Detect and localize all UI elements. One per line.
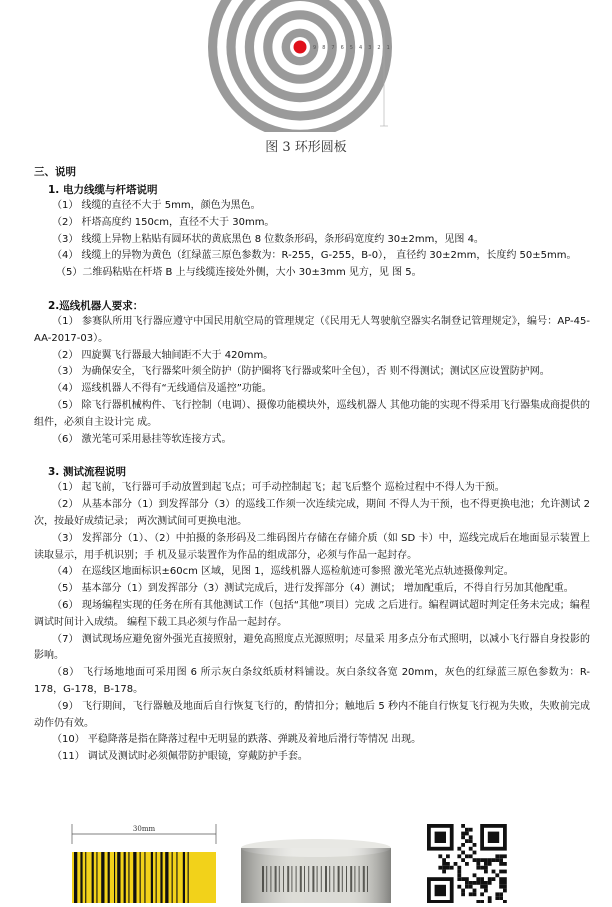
qr-module: [499, 854, 503, 858]
qr-module: [438, 866, 442, 870]
paragraph: （7） 测试现场应避免窗外强光直接照射，避免高照度点光源照明；尽量采 用多点分布式照明，以减小飞行器自身投影的影响。: [34, 633, 590, 662]
paragraph: （6） 激光笔可采用悬挂等软连接方式。: [52, 433, 232, 445]
paragraph: （3） 发挥部分（1）、（2）中拍摄的条形码及二维码图片存储在存储介质（如 SD 卡）中，巡线完成后在地面显示装置上读取显示，用手机识别；手 机及显示装置作为作品的组成部分，必须与作品一起封存。: [34, 532, 590, 561]
qr-module: [469, 881, 473, 885]
qr-module: [457, 866, 461, 870]
barcode-bar: [188, 852, 189, 903]
barcode-bar: [172, 852, 173, 903]
qr-module: [461, 877, 465, 881]
qr-code-icon: [423, 822, 511, 903]
qr-module: [484, 881, 488, 885]
qr-module: [503, 870, 507, 874]
qr-module: [499, 896, 503, 900]
barcode-bar: [101, 852, 104, 903]
subsection-title-process: 3. 测试流程说明: [48, 466, 126, 479]
qr-finder-core: [488, 832, 499, 843]
qr-module: [476, 866, 480, 870]
qr-module: [469, 854, 473, 858]
qr-module: [457, 854, 461, 858]
qr-module: [461, 835, 465, 839]
qr-module: [446, 862, 450, 866]
qr-module: [480, 881, 484, 885]
qr-module: [469, 885, 473, 889]
qr-module: [465, 828, 469, 832]
barcode-bar: [74, 852, 77, 903]
barcode-bar: [144, 852, 145, 903]
barcode-bar: [80, 852, 82, 903]
barcode-bar: [160, 852, 162, 903]
qr-module: [473, 889, 477, 893]
qr-module: [492, 858, 496, 862]
qr-module: [473, 851, 477, 855]
ring-number: 9: [313, 45, 317, 51]
qr-module: [454, 862, 458, 866]
qr-module: [469, 839, 473, 843]
qr-module: [446, 866, 450, 870]
bullseye: [294, 41, 307, 54]
qr-module: [442, 858, 446, 862]
qr-module: [480, 858, 484, 862]
qr-module: [473, 892, 477, 896]
paragraph: （9） 飞行期间，飞行器触及地面后自行恢复飞行的，酌情扣分；触地后 5 秒内不能自行恢复飞行视为失败，失败前完成动作仍有效。: [34, 700, 590, 729]
paragraph: （4） 线缆上的异物为黄色（红绿蓝三原色参数为：R-255，G-255，B-0）， 直径约 30±2mm，长度约 50±5mm。: [52, 250, 577, 262]
barcode-bar: [183, 852, 185, 903]
qr-module: [461, 892, 465, 896]
qr-module: [461, 843, 465, 847]
qr-module: [473, 881, 477, 885]
barcode-bar: [128, 852, 129, 903]
qr-module: [476, 858, 480, 862]
qr-module: [465, 839, 469, 843]
qr-module: [465, 832, 469, 836]
section-title: 三、说明: [34, 166, 76, 178]
qr-module: [465, 854, 469, 858]
qr-module: [503, 854, 507, 858]
barcode-bar: [96, 852, 97, 903]
paragraph: （10） 平稳降落是指在降落过程中无明显的跌落、弹跳及着地后滑行等情况 出现。: [52, 734, 422, 746]
qr-module: [442, 870, 446, 874]
barcode-bar: [124, 852, 126, 903]
qr-module: [469, 828, 473, 832]
paragraph: （5） 基本部分（1）到发挥部分（3）测试完成后，进行发挥部分（4）测试； 增加配重后，不得自行另加其他配重。: [52, 583, 574, 595]
ring-number: 4: [359, 45, 363, 51]
barcode-dimension-label: 30mm: [132, 825, 156, 833]
paragraph: （5）二维码粘贴在杆塔 B 上与线缆连接处外侧，大小 30±3mm 见方，见 图 5。: [56, 267, 422, 279]
qr-module: [480, 877, 484, 881]
qr-module: [495, 892, 499, 896]
ring-number: 8: [322, 45, 326, 51]
qr-module: [450, 866, 454, 870]
qr-module: [476, 862, 480, 866]
qr-module: [438, 854, 442, 858]
qr-module: [461, 851, 465, 855]
barcode-bar: [92, 852, 94, 903]
qr-module: [473, 843, 477, 847]
qr-module: [465, 862, 469, 866]
barcode-dimension: [72, 824, 216, 844]
qr-module: [499, 858, 503, 862]
qr-module: [484, 889, 488, 893]
qr-module: [461, 832, 465, 836]
barcode-bar: [176, 852, 177, 903]
qr-module: [469, 835, 473, 839]
qr-module: [499, 877, 503, 881]
bottom-figures: [0, 822, 612, 903]
paragraph: （2） 从基本部分（1）到发挥部分（3）的巡线工作须一次连续完成，期间 不得人为干预，也不得更换电池；允许测试 2 次，按最好成绩记录； 两次测试间可更换电池。: [34, 499, 590, 527]
paragraph: （6） 现场编程实现的任务在所有其他测试工作（包括“其他”项目）完成 之后进行。编程调试超时判定任务未完成；编程调试时间计入成绩。 编程下载工具必须与作品一起封存。: [34, 599, 590, 628]
ring-number: 2: [377, 45, 381, 51]
qr-module: [499, 892, 503, 896]
qr-finder-core: [435, 832, 446, 843]
ring-target-graphic: [0, 0, 612, 132]
qr-module: [499, 862, 503, 866]
striped-roll-icon: [241, 839, 391, 903]
qr-module: [499, 885, 503, 889]
barcode-bar: [108, 852, 110, 903]
qr-module: [469, 892, 473, 896]
qr-module: [446, 854, 450, 858]
qr-module: [484, 870, 488, 874]
qr-module: [503, 862, 507, 866]
qr-module: [488, 877, 492, 881]
qr-module: [461, 889, 465, 893]
qr-module: [480, 866, 484, 870]
qr-module: [495, 896, 499, 900]
barcode-bar: [114, 852, 115, 903]
qr-module: [503, 877, 507, 881]
qr-module: [442, 866, 446, 870]
paragraph: （2） 杆塔高度约 150cm，直径不大于 30mm。: [52, 216, 275, 228]
ring-number: 3: [368, 45, 372, 51]
paragraph: （3） 为确保安全，飞行器桨叶须全防护（防护圈将飞行器或桨叶全包），否 则不得测试；测试区应设置防护网。: [52, 366, 550, 378]
ring-number: 1: [386, 45, 390, 51]
qr-module: [461, 824, 465, 828]
qr-module: [473, 873, 477, 877]
paragraph: （1） 起飞前，飞行器可手动放置到起飞点；可手动控制起飞；起飞后整个 巡检过程中不得人为干预。: [52, 482, 505, 494]
paragraph: （8） 飞行场地地面可采用图 6 所示灰白条纹纸质材料铺设。灰白条纹各宽 20mm，灰色的红绿蓝三原色参数为：R-178，G-178，B-178。: [34, 667, 590, 695]
qr-module: [488, 881, 492, 885]
paragraph: （3） 线缆上异物上粘贴有圆环状的黄底黑色 8 位数条形码，条形码宽度约 30±2mm，见图 4。: [52, 233, 484, 245]
paragraph: （4） 巡线机器人不得有“无线通信及遥控”功能。: [52, 383, 272, 395]
paragraph: （5） 除飞行器机械构件、飞行控制（电调）、摄像功能模块外，巡线机器人 其他功能的实现不得采用飞行器集成商提供的组件，必须自主设计完 成。: [34, 399, 590, 428]
subsection-title-robot: 2.巡线机器人要求：: [48, 299, 144, 312]
qr-module: [484, 885, 488, 889]
qr-module: [503, 881, 507, 885]
paragraph: （11） 调试及测试时必须佩带防护眼镜，穿戴防护手套。: [52, 751, 308, 763]
qr-module: [495, 854, 499, 858]
qr-module: [457, 847, 461, 851]
ring-number: 5: [349, 45, 353, 51]
subsection-title-cables: 1. 电力线缆与杆塔说明: [48, 184, 158, 196]
ring-target-figure: [0, 0, 612, 132]
qr-module: [473, 858, 477, 862]
qr-module: [503, 885, 507, 889]
qr-module: [499, 870, 503, 874]
figure-caption: 图 3 环形圆板: [265, 140, 347, 155]
barcode-bar: [156, 852, 157, 903]
qr-module: [495, 858, 499, 862]
qr-module: [465, 877, 469, 881]
qr-module: [503, 889, 507, 893]
qr-module: [469, 847, 473, 851]
barcode-bar: [165, 852, 168, 903]
qr-module: [465, 885, 469, 889]
qr-module: [484, 862, 488, 866]
qr-module: [488, 862, 492, 866]
document-body: [34, 164, 590, 766]
qr-module: [480, 885, 484, 889]
qr-module: [442, 862, 446, 866]
qr-module: [488, 896, 492, 900]
qr-module: [499, 881, 503, 885]
barcode-bar: [85, 852, 86, 903]
barcode-bar: [140, 852, 141, 903]
paragraph: （1） 参赛队所用飞行器应遵守中国民用航空局的管理规定（《民用无人驾驶航空器实名制登记管理规定》，编号：AP-45-AA-2017-03）。: [34, 315, 590, 344]
ring-number: 7: [331, 45, 335, 51]
qr-module: [484, 858, 488, 862]
qr-module: [492, 877, 496, 881]
qr-module: [465, 881, 469, 885]
qr-finder-core: [435, 885, 446, 896]
qr-module: [480, 892, 484, 896]
qr-module: [457, 877, 461, 881]
paragraph: （2） 四旋翼飞行器最大轴间距不大于 420mm。: [52, 349, 274, 361]
qr-module: [476, 877, 480, 881]
barcode-bar: [117, 852, 120, 903]
ring-number: 6: [340, 45, 344, 51]
qr-module: [488, 858, 492, 862]
qr-module: [476, 881, 480, 885]
paragraph: （4） 在巡线区地面标识±60cm 区域，见图 1，巡线机器人巡检航迹可参照 激光笔光点轨迹摄像判定。: [52, 566, 514, 578]
bottom-figures-graphic: [0, 822, 612, 903]
qr-module: [461, 858, 465, 862]
qr-module: [492, 870, 496, 874]
qr-module: [457, 873, 461, 877]
qr-module: [484, 866, 488, 870]
barcode-bar: [133, 852, 136, 903]
qr-module: [495, 873, 499, 877]
barcode-bar: [151, 852, 153, 903]
qr-module: [457, 885, 461, 889]
paragraph: （1） 线缆的直径不大于 5mm，颜色为黑色。: [52, 200, 261, 211]
qr-module: [457, 870, 461, 874]
